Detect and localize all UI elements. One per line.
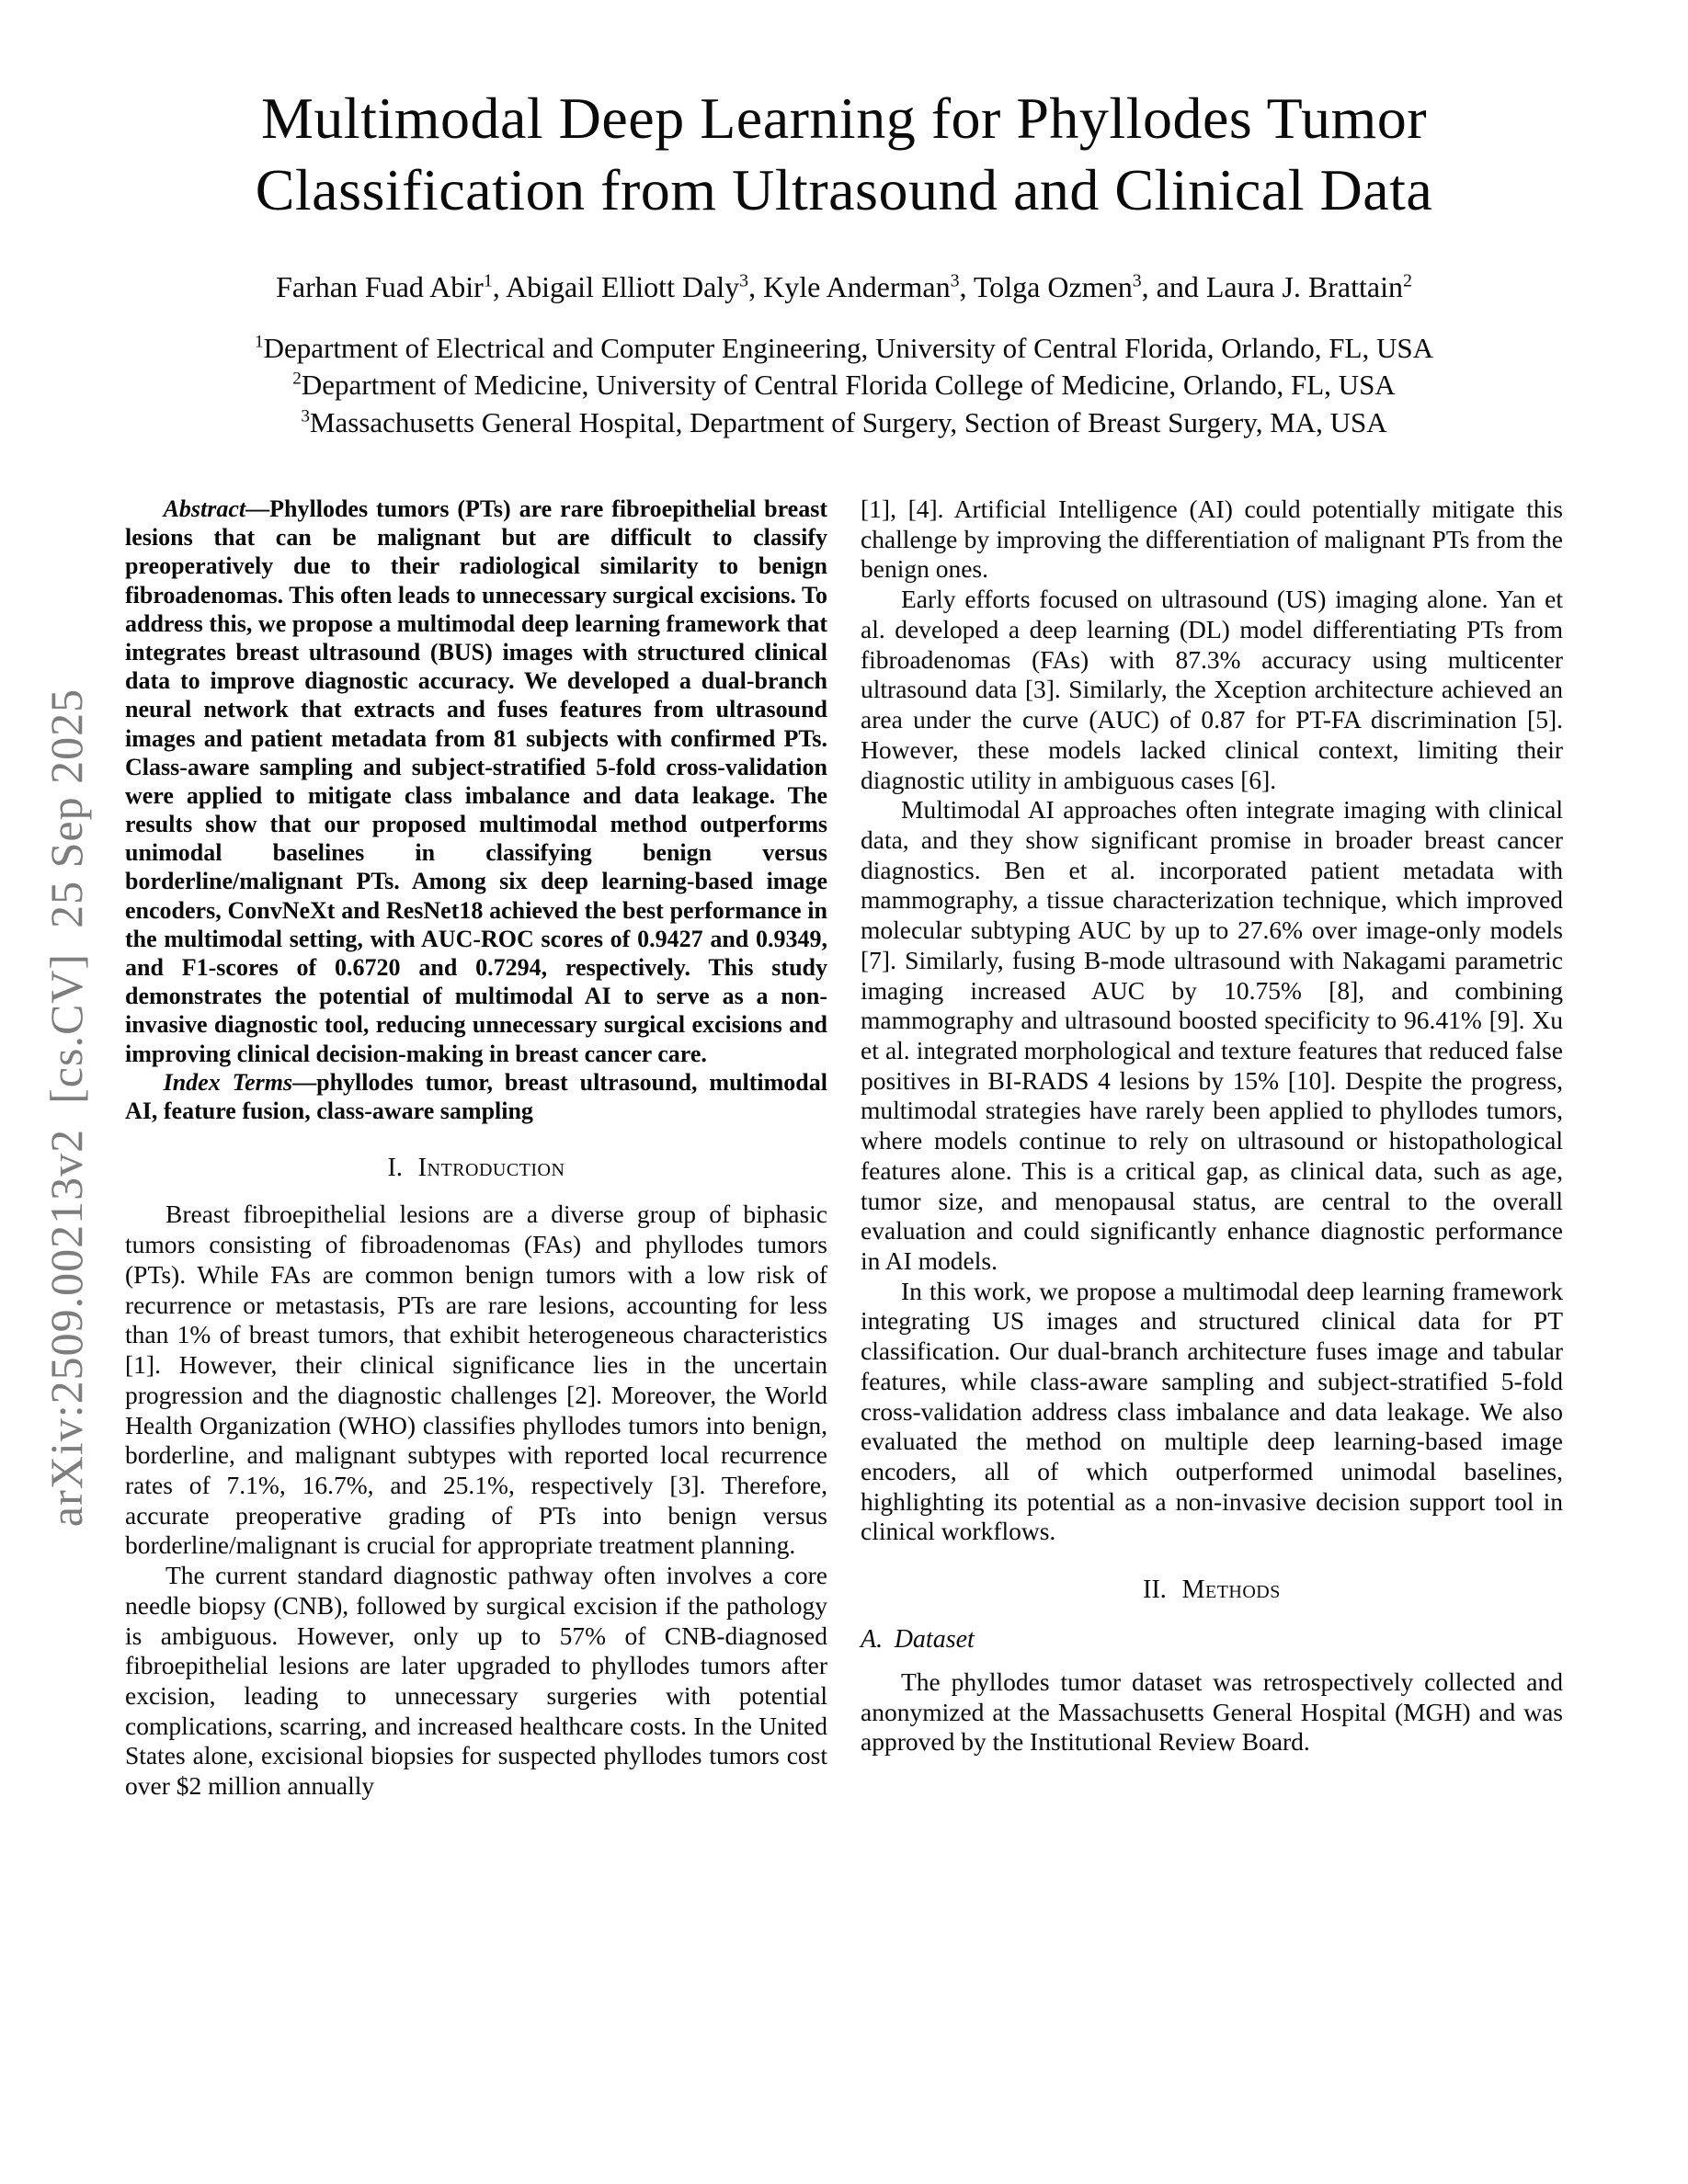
left-column <box>125 495 827 1802</box>
affiliation-line <box>0 330 1688 367</box>
section-title: Introduction <box>417 1154 565 1183</box>
author-name: Kyle Anderman <box>763 270 951 304</box>
author-name: Abigail Elliott Daly <box>505 270 740 304</box>
abstract-text: Phyllodes tumors (PTs) are rare fibroepithelial breast lesions that can be malignant but are difficult to classify preoperatively due to their radiological similarity to benign fibroadenomas. This often leads to unnecessary surgical excisions. To address this, we propose a multimodal deep learning framework that integrates breast ultrasound (BUS) images with structured clinical data to improve diagnostic accuracy. We developed a dual-branch neural network that extracts and fuses features from ultrasound images and patient metadata from 81 subjects with confirmed PTs. Class-aware sampling and subject-stratified 5-fold cross-validation were applied to mitigate class imbalance and data leakage. The results show that our proposed multimodal method outperforms unimodal baselines in classifying benign versus borderline/malignant PTs. Among six deep learning-based image encoders, ConvNeXt and ResNet18 achieved the best performance in the multimodal setting, with AUC-ROC scores of 0.9427 and 0.9349, and F1-scores of 0.6720 and 0.7294, respectively. This study demonstrates the potential of multimodal AI to serve as a non-invasive diagnostic tool, reducing unnecessary surgical excisions and improving clinical decision-making in breast cancer care. <box>125 495 827 1067</box>
subsection-label: A. <box>861 1624 884 1654</box>
paper-title-line2: Classification from Ultrasound and Clinical Data <box>255 157 1433 223</box>
author-name: Tolga Ozmen <box>973 270 1133 304</box>
intro-paragraph-2: The current standard diagnostic pathway often involves a core needle biopsy (CNB), followed by surgical excision if the pathology is ambiguous. However, only up to 57% of CNB-diagnosed fibroepithelial lesions are later upgraded to phyllodes tumors after excision, leading to unnecessary surgeries with potential complications, scarring, and increased healthcare costs. In the United States alone, excisional biopsies for suspected phyllodes tumors cost over $2 million annually <box>125 1561 827 1801</box>
affiliation-text: Department of Electrical and Computer Engineering, University of Central Florida, Orlando, FL, USA <box>263 332 1434 365</box>
affiliation-line <box>0 404 1688 441</box>
intro-paragraph-4: Multimodal AI approaches often integrate imaging with clinical data, and they show significant promise in broader breast cancer diagnostics. Ben et al. incorporated patient metadata with mammography, a tissue characterization technique, which improved molecular subtyping AUC by up to 27.6% over image-only models [7]. Similarly, fusing B-mode ultrasound with Nakagami parametric imaging increased AUC by 10.75% [8], and combining mammography and ultrasound boosted specificity to 96.41% [9]. Xu et al. integrated morphological and texture features that reduced false positives in BI-RADS 4 lesions by 15% [10]. Despite the progress, multimodal strategies have rarely been applied to phyllodes tumors, where models continue to rely on ultrasound or histopathological features alone. This is a critical gap, as clinical data, such as age, tumor size, and menopausal status, are central to the overall evaluation and could significantly enhance diagnostic performance in AI models. <box>861 795 1563 1276</box>
section-number: I. <box>387 1154 403 1183</box>
index-terms-text: —phyllodes tumor, breast ultrasound, multimodal AI, feature fusion, class-aware sampling <box>125 1068 827 1124</box>
author-name: Farhan Fuad Abir <box>276 270 484 304</box>
dataset-paragraph: The phyllodes tumor dataset was retrospectively collected and anonymized at the Massachusetts General Hospital (MGH) and was approved by the Institutional Review Board. <box>861 1666 1563 1757</box>
affiliation-text: Massachusetts General Hospital, Department of Surgery, Section of Breast Surgery, MA, USA <box>309 405 1387 438</box>
author-separator: , and <box>1141 270 1206 304</box>
author-affiliation-mark: 3 <box>739 270 749 291</box>
affiliations <box>0 330 1688 441</box>
intro-paragraph-1: Breast fibroepithelial lesions are a diverse group of biphasic tumors consisting of fibroadenomas (FAs) and phyllodes tumors (PTs). While FAs are common benign tumors with a low risk of recurrence or metastasis, PTs are rare lesions, accounting for less than 1% of breast tumors, that exhibit heterogeneous characteristics [1]. However, their clinical significance lies in the uncertain progression and the diagnostic challenges [2]. Moreover, the World Health Organization (WHO) classifies phyllodes tumors into benign, borderline, and malignant subtypes with reported local recurrence rates of 7.1%, 16.7%, and 25.1%, respectively [3]. Therefore, accurate preoperative grading of PTs into benign versus borderline/malignant is crucial for appropriate treatment planning. <box>125 1200 827 1560</box>
abstract-dash: — <box>245 495 270 523</box>
paper-header <box>0 0 1688 441</box>
author-line <box>0 270 1688 304</box>
author-affiliation-mark: 3 <box>950 270 960 291</box>
section-heading-introduction <box>125 1153 827 1183</box>
index-terms <box>125 1068 827 1125</box>
abstract-label: Abstract <box>163 495 246 523</box>
author-separator: , <box>492 270 506 304</box>
affiliation-mark: 3 <box>301 406 310 427</box>
paper-title-line1: Multimodal Deep Learning for Phyllodes Tumor <box>260 85 1428 151</box>
affiliation-text: Department of Medicine, University of Central Florida College of Medicine, Orlando, FL, USA <box>301 369 1396 402</box>
section-heading-methods <box>861 1575 1563 1605</box>
author-affiliation-mark: 2 <box>1403 270 1412 291</box>
affiliation-line <box>0 367 1688 404</box>
author-separator: , <box>959 270 974 304</box>
author-separator: , <box>748 270 764 304</box>
section-number: II. <box>1143 1575 1167 1605</box>
subsection-title: Dataset <box>894 1624 975 1654</box>
right-column <box>861 495 1563 1802</box>
index-terms-label: Index Terms <box>163 1068 293 1096</box>
section-title: Methods <box>1181 1575 1281 1605</box>
arxiv-stamp: arXiv:2509.00213v2 [cs.CV] 25 Sep 2025 <box>40 688 92 1528</box>
affiliation-mark: 2 <box>292 370 302 390</box>
paper-title <box>0 83 1688 226</box>
author-name: Laura J. Brattain <box>1205 270 1403 304</box>
two-column-body <box>0 495 1688 1802</box>
intro-paragraph-3: Early efforts focused on ultrasound (US) imaging alone. Yan et al. developed a deep learning (DL) model differentiating PTs from fibroadenomas (FAs) with 87.3% accuracy using multicenter ultrasound data [3]. Similarly, the Xception architecture achieved an area under the curve (AUC) of 0.87 for PT-FA discrimination [5]. However, these models lacked clinical context, limiting their diagnostic utility in ambiguous cases [6]. <box>861 585 1563 794</box>
intro-paragraph-2-continued: [1], [4]. Artificial Intelligence (AI) could potentially mitigate this challenge by improving the differentiation of malignant PTs from the benign ones. <box>861 495 1563 584</box>
author-affiliation-mark: 3 <box>1132 270 1142 291</box>
intro-paragraph-5: In this work, we propose a multimodal deep learning framework integrating US images and structured clinical data for PT classification. Our dual-branch architecture fuses image and tabular features, while class-aware sampling and subject-stratified 5-fold cross-validation address class imbalance and data leakage. We also evaluated the method on multiple deep learning-based image encoders, all of which outperformed unimodal baselines, highlighting its potential as a non-invasive decision support tool in clinical workflows. <box>861 1276 1563 1546</box>
affiliation-mark: 1 <box>254 332 264 352</box>
author-affiliation-mark: 1 <box>483 270 493 291</box>
abstract <box>125 495 827 1068</box>
subsection-heading-dataset <box>861 1624 1563 1655</box>
